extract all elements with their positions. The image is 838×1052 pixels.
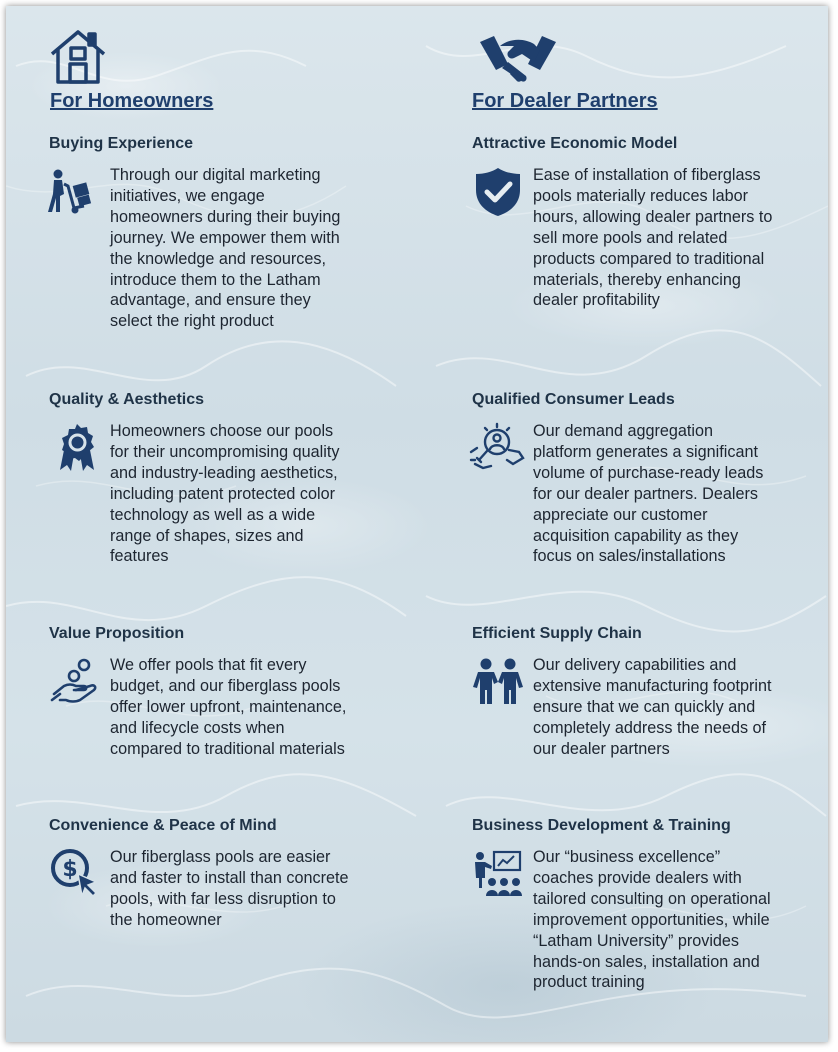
house-icon (48, 26, 108, 86)
dollar-click-icon (50, 848, 102, 900)
lead-magnifier-icon (468, 420, 526, 472)
buying-experience-text: Through our digital marketing initiatives, we engage homeowners during their buying journey. We empower them with the knowledge and resources, introduce them to the Latham advantage, and ensure they select the right product (110, 166, 341, 331)
shield-check-icon (472, 166, 524, 218)
economic-model-text: Ease of installation of fiberglass pools materially reduces labor hours, allowing dealer partners to sell more pools and related products compared to traditional materials, thereby enhancing dealer profitability (533, 166, 773, 310)
convenience-text: Our fiberglass pools are easier and faster to install than concrete pools, with far less disruption to the homeowner (110, 848, 349, 929)
hand-truck-icon (46, 166, 98, 218)
section-heading-value-proposition: Value Proposition (49, 625, 185, 642)
value-proposition-text: We offer pools that fit every budget, and our fiberglass pools offer lower upfront, maintenance, and lifecycle costs when compared to traditional materials (110, 656, 347, 758)
section-heading-buying-experience: Buying Experience (49, 135, 194, 152)
handshake-icon (478, 28, 558, 88)
pool-background-page (6, 6, 828, 1042)
section-heading-quality-aesthetics: Quality & Aesthetics (49, 391, 205, 408)
award-ribbon-icon (50, 422, 102, 474)
section-heading-supply-chain: Efficient Supply Chain (472, 625, 642, 642)
business-development-text: Our “business excellence” coaches provide dealers with tailored consulting on operational improvement opportunities, while “Latham University” provides hands-on sales, installation and product training (533, 848, 771, 992)
supply-chain-text: Our delivery capabilities and extensive manufacturing footprint ensure that we can quickly and completely address the needs of our dealer partners (533, 656, 772, 758)
hand-coins-icon (50, 656, 102, 708)
dealer-partners-title: For Dealer Partners (472, 90, 658, 112)
quality-aesthetics-text: Homeowners choose our pools for their uncompromising quality and industry-leading aesthetics, including patent protected color technology as well as a wide range of shapes, sizes and features (110, 422, 340, 566)
consumer-leads-text: Our demand aggregation platform generates a significant volume of purchase-ready leads for our dealer partners. Dealers appreciate our customer acquisition capability as they focus on sales/installations (533, 422, 764, 566)
section-heading-business-development: Business Development & Training (472, 817, 731, 834)
section-heading-convenience: Convenience & Peace of Mind (49, 817, 277, 834)
two-people-icon (472, 656, 524, 708)
presentation-training-icon (472, 848, 524, 900)
homeowners-title: For Homeowners (50, 90, 214, 112)
section-heading-consumer-leads: Qualified Consumer Leads (472, 391, 675, 408)
section-heading-economic-model: Attractive Economic Model (472, 135, 678, 152)
svg-text:$: $ (62, 857, 78, 882)
